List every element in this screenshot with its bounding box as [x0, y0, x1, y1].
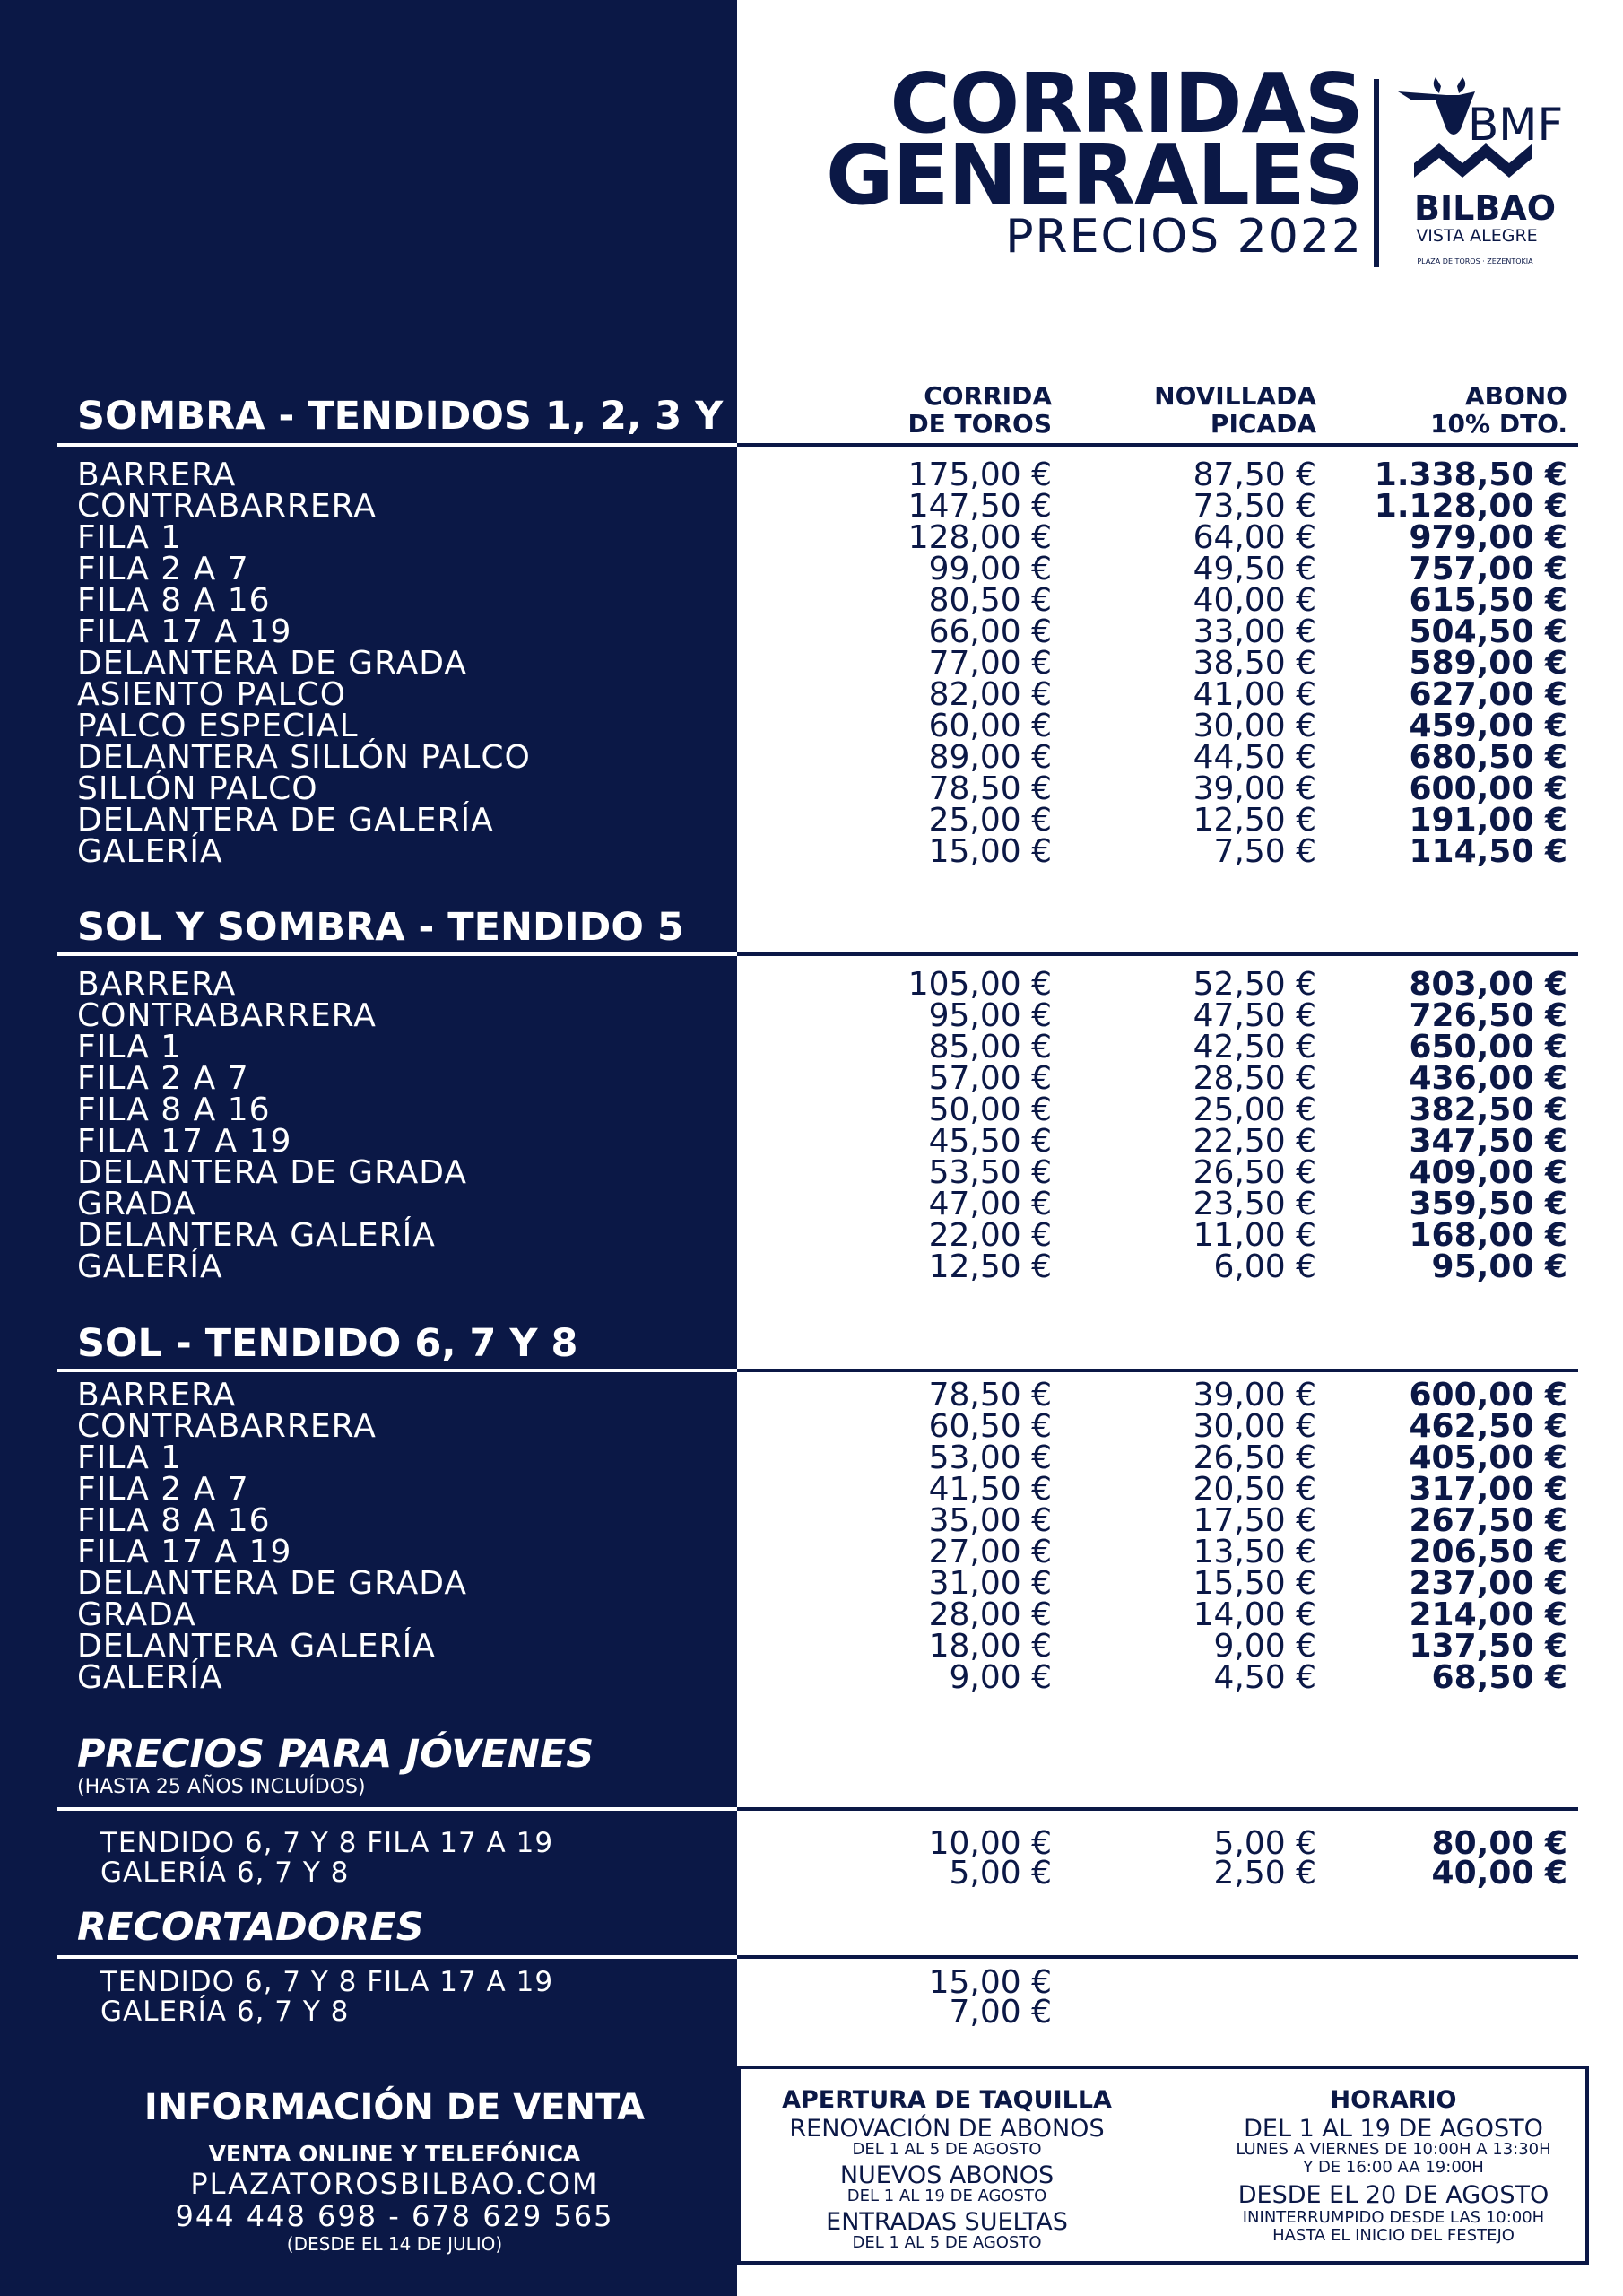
- price-row: [0, 1994, 1623, 2031]
- horario-period1-line2: Y DE 16:00 AA 19:00H: [1303, 2158, 1484, 2177]
- seat-label: GALERÍA: [77, 1248, 223, 1285]
- price-row: [0, 1471, 1623, 1508]
- price-novillada: 11,00 €: [1193, 1217, 1316, 1254]
- price-corrida: 82,00 €: [928, 676, 1052, 713]
- price-novillada: 38,50 €: [1193, 645, 1316, 682]
- seat-label: FILA 17 A 19: [77, 613, 292, 650]
- column-header-corrida-line2: DE TOROS: [907, 409, 1052, 439]
- section-title-sombra-tendidos-1-2-3-y-4: SOMBRA - TENDIDOS 1, 2, 3 Y 4: [77, 394, 764, 439]
- price-abono: 979,00 €: [1409, 519, 1567, 556]
- price-abono: 462,50 €: [1409, 1408, 1567, 1445]
- column-header-corrida-line1: CORRIDA: [924, 381, 1052, 411]
- price-corrida: 128,00 €: [907, 519, 1052, 556]
- taquilla-title: APERTURA DE TAQUILLA: [782, 2086, 1112, 2114]
- seat-label: DELANTERA DE GRADA: [77, 1154, 467, 1191]
- price-novillada: 17,50 €: [1193, 1502, 1316, 1539]
- price-abono: 114,50 €: [1409, 833, 1567, 870]
- logo-city: BILBAO: [1414, 188, 1556, 228]
- section-title-recortadores: RECORTADORES: [77, 1905, 424, 1950]
- price-novillada: 44,50 €: [1193, 739, 1316, 776]
- price-abono: 68,50 €: [1431, 1659, 1567, 1696]
- price-novillada: 40,00 €: [1193, 582, 1316, 619]
- price-abono: 347,50 €: [1409, 1123, 1567, 1160]
- seat-label: GALERÍA 6, 7 Y 8: [100, 1857, 350, 1889]
- seat-label: CONTRABARRERA: [77, 488, 377, 525]
- price-row: [0, 553, 1623, 585]
- horario-period1-line1: LUNES A VIERNES DE 10:00H A 13:30H: [1236, 2140, 1551, 2159]
- price-novillada: 6,00 €: [1213, 1248, 1316, 1285]
- seat-label: DELANTERA DE GRADA: [77, 1565, 467, 1602]
- price-abono: 206,50 €: [1409, 1534, 1567, 1570]
- price-corrida: 22,00 €: [928, 1217, 1052, 1254]
- seat-label: FILA 1: [77, 1439, 183, 1476]
- price-corrida: 47,00 €: [928, 1186, 1052, 1222]
- seat-label: FILA 8 A 16: [77, 1091, 271, 1128]
- price-corrida: 78,50 €: [928, 1377, 1052, 1413]
- seat-label: SILLÓN PALCO: [77, 770, 318, 807]
- sales-info-panel: [48, 2069, 741, 2261]
- price-corrida: 80,50 €: [928, 582, 1052, 619]
- price-novillada: 12,50 €: [1193, 802, 1316, 839]
- price-abono: 80,00 €: [1431, 1825, 1567, 1862]
- price-row: [0, 1659, 1623, 1696]
- price-row: [0, 1188, 1623, 1220]
- price-row: [0, 770, 1623, 807]
- price-abono: 382,50 €: [1409, 1091, 1567, 1128]
- price-novillada: 26,50 €: [1193, 1439, 1316, 1476]
- price-abono: 627,00 €: [1409, 676, 1567, 713]
- seat-label: FILA 2 A 7: [77, 1471, 249, 1508]
- price-abono: 680,50 €: [1409, 739, 1567, 776]
- price-row: [0, 1060, 1623, 1097]
- column-header-novillada-line1: NOVILLADA: [1154, 381, 1316, 411]
- price-corrida: 53,50 €: [928, 1154, 1052, 1191]
- seat-label: ASIENTO PALCO: [77, 676, 347, 713]
- price-row: [0, 1217, 1623, 1254]
- price-corrida: 78,50 €: [928, 770, 1052, 807]
- sales-phone-numbers[interactable]: 944 448 698 - 678 629 565: [175, 2199, 614, 2233]
- price-novillada: 49,50 €: [1193, 551, 1316, 587]
- price-abono: 214,00 €: [1409, 1596, 1567, 1633]
- seat-label: GRADA: [77, 1186, 196, 1222]
- price-row: [0, 1596, 1623, 1633]
- price-corrida: 66,00 €: [928, 613, 1052, 650]
- sales-info-title: INFORMACIÓN DE VENTA: [143, 2087, 646, 2128]
- price-row: [0, 645, 1623, 682]
- seat-label: DELANTERA SILLÓN PALCO: [77, 739, 531, 776]
- column-header-novillada-line2: PICADA: [1210, 409, 1316, 439]
- price-novillada: 64,00 €: [1193, 519, 1316, 556]
- price-novillada: 30,00 €: [1193, 1408, 1316, 1445]
- price-corrida: 35,00 €: [928, 1502, 1052, 1539]
- price-corrida: 15,00 €: [928, 833, 1052, 870]
- price-novillada: 39,00 €: [1193, 1377, 1316, 1413]
- seat-label: BARRERA: [77, 457, 237, 493]
- sales-website-link[interactable]: PLAZATOROSBILBAO.COM: [190, 2167, 599, 2201]
- price-corrida: 9,00 €: [949, 1659, 1052, 1696]
- seat-label: FILA 2 A 7: [77, 551, 249, 587]
- price-corrida: 31,00 €: [928, 1565, 1052, 1602]
- price-corrida: 5,00 €: [949, 1855, 1052, 1892]
- seat-label: FILA 17 A 19: [77, 1123, 292, 1160]
- price-abono: 600,00 €: [1409, 770, 1567, 807]
- price-abono: 504,50 €: [1409, 613, 1567, 650]
- sales-since-date: (DESDE EL 14 DE JULIO): [286, 2233, 503, 2255]
- price-novillada: 87,50 €: [1193, 457, 1316, 493]
- price-novillada: 20,50 €: [1193, 1471, 1316, 1508]
- price-row: [0, 613, 1623, 650]
- section-divider-left: [57, 952, 737, 956]
- section-note: (HASTA 25 AÑOS INCLUÍDOS): [77, 1776, 366, 1798]
- price-novillada: 2,50 €: [1213, 1855, 1316, 1892]
- column-header-novillada: [1083, 382, 1316, 438]
- taquilla-sueltas: ENTRADAS SUELTAS: [826, 2208, 1068, 2236]
- seat-label: BARRERA: [77, 1377, 237, 1413]
- price-row: [0, 1154, 1623, 1191]
- sales-info-box: [45, 2066, 1589, 2265]
- horario-period1: DEL 1 AL 19 DE AGOSTO: [1244, 2115, 1543, 2143]
- price-abono: 267,50 €: [1409, 1502, 1567, 1539]
- price-abono: 168,00 €: [1409, 1217, 1567, 1254]
- price-row: [0, 997, 1623, 1034]
- price-corrida: 7,00 €: [949, 1994, 1052, 2031]
- seat-label: GALERÍA 6, 7 Y 8: [100, 1996, 350, 2028]
- horario-period2-line1: ININTERRUMPIDO DESDE LAS 10:00H: [1242, 2208, 1545, 2227]
- seat-label: BARRERA: [77, 966, 237, 1003]
- column-header-corrida: [819, 382, 1052, 438]
- price-novillada: 14,00 €: [1193, 1596, 1316, 1633]
- price-corrida: 89,00 €: [928, 739, 1052, 776]
- price-novillada: 23,50 €: [1193, 1186, 1316, 1222]
- price-row: [0, 582, 1623, 619]
- price-corrida: 45,50 €: [928, 1123, 1052, 1160]
- price-novillada: 39,00 €: [1193, 770, 1316, 807]
- taquilla-nuevos: NUEVOS ABONOS: [839, 2161, 1055, 2189]
- price-novillada: 73,50 €: [1193, 488, 1316, 525]
- price-corrida: 12,50 €: [928, 1248, 1052, 1285]
- price-abono: 405,00 €: [1409, 1439, 1567, 1476]
- seat-label: DELANTERA GALERÍA: [77, 1217, 436, 1254]
- section-divider-left: [57, 443, 737, 447]
- seat-label: FILA 8 A 16: [77, 582, 271, 619]
- price-abono: 726,50 €: [1409, 997, 1567, 1034]
- logo-venue: VISTA ALEGRE: [1416, 226, 1538, 246]
- price-abono: 95,00 €: [1431, 1248, 1567, 1285]
- price-novillada: 4,50 €: [1213, 1659, 1316, 1696]
- price-novillada: 28,50 €: [1193, 1060, 1316, 1097]
- price-corrida: 25,00 €: [928, 802, 1052, 839]
- price-row: [0, 833, 1623, 870]
- price-row: [0, 488, 1623, 525]
- price-novillada: 13,50 €: [1193, 1534, 1316, 1570]
- price-abono: 317,00 €: [1409, 1471, 1567, 1508]
- price-abono: 459,00 €: [1409, 708, 1567, 744]
- price-abono: 1.338,50 €: [1374, 457, 1567, 493]
- price-row: [0, 1565, 1623, 1602]
- bilbao-bmf-logo: [1394, 65, 1564, 280]
- price-corrida: 53,00 €: [928, 1439, 1052, 1476]
- seat-label: TENDIDO 6, 7 Y 8 FILA 17 A 19: [100, 1827, 554, 1859]
- price-row: [0, 1964, 1623, 2001]
- price-row: [0, 966, 1623, 1003]
- price-novillada: 9,00 €: [1213, 1628, 1316, 1665]
- price-abono: 803,00 €: [1409, 966, 1567, 1003]
- price-abono: 137,50 €: [1409, 1628, 1567, 1665]
- price-corrida: 15,00 €: [928, 1964, 1052, 2001]
- logo-small-text: PLAZA DE TOROS · ZEZENTOKIA: [1417, 257, 1533, 265]
- price-abono: 757,00 €: [1409, 551, 1567, 587]
- price-row: [0, 802, 1623, 839]
- price-corrida: 95,00 €: [928, 997, 1052, 1034]
- price-abono: 1.128,00 €: [1374, 488, 1567, 525]
- page-title-line1: CORRIDAS: [890, 56, 1363, 152]
- price-row: [0, 1628, 1623, 1665]
- logo-brand: BMF: [1468, 99, 1564, 151]
- horario-period2: DESDE EL 20 DE AGOSTO: [1237, 2181, 1549, 2209]
- seat-label: DELANTERA GALERÍA: [77, 1628, 436, 1665]
- price-row: [0, 1825, 1623, 1862]
- price-corrida: 60,00 €: [928, 708, 1052, 744]
- taquilla-sueltas-dates: DEL 1 AL 5 DE AGOSTO: [852, 2233, 1042, 2252]
- price-corrida: 18,00 €: [928, 1628, 1052, 1665]
- page-title-line2: GENERALES: [826, 127, 1363, 223]
- price-corrida: 147,50 €: [907, 488, 1052, 525]
- price-corrida: 60,50 €: [928, 1408, 1052, 1445]
- section-title-precios-para-jovenes: PRECIOS PARA JÓVENES: [77, 1732, 595, 1777]
- taquilla-renovacion: RENOVACIÓN DE ABONOS: [789, 2115, 1105, 2143]
- price-corrida: 77,00 €: [928, 645, 1052, 682]
- price-novillada: 7,50 €: [1213, 833, 1316, 870]
- sales-online-label: VENTA ONLINE Y TELEFÓNICA: [208, 2141, 581, 2167]
- page-subtitle: PRECIOS 2022: [1005, 210, 1363, 264]
- price-novillada: 30,00 €: [1193, 708, 1316, 744]
- price-novillada: 47,50 €: [1193, 997, 1316, 1034]
- seat-label: GRADA: [77, 1596, 196, 1633]
- price-row: [0, 1439, 1623, 1476]
- price-novillada: 41,00 €: [1193, 676, 1316, 713]
- section-title-sol-y-sombra-tendido-5: SOL Y SOMBRA - TENDIDO 5: [77, 905, 684, 950]
- header-divider: [1374, 79, 1379, 267]
- taquilla-nuevos-dates: DEL 1 AL 19 DE AGOSTO: [846, 2187, 1047, 2205]
- price-abono: 650,00 €: [1409, 1029, 1567, 1065]
- price-row: [0, 1502, 1623, 1539]
- seat-label: FILA 8 A 16: [77, 1502, 271, 1539]
- price-row: [0, 519, 1623, 556]
- column-header-abono-line2: 10% DTO.: [1430, 409, 1567, 439]
- price-row: [0, 1408, 1623, 1445]
- price-abono: 237,00 €: [1409, 1565, 1567, 1602]
- price-novillada: 42,50 €: [1193, 1029, 1316, 1065]
- seat-label: GALERÍA: [77, 1659, 223, 1696]
- price-corrida: 99,00 €: [928, 551, 1052, 587]
- price-corrida: 28,00 €: [928, 1596, 1052, 1633]
- column-header-abono-line1: ABONO: [1464, 381, 1567, 411]
- taquilla-renovacion-dates: DEL 1 AL 5 DE AGOSTO: [852, 2140, 1042, 2159]
- price-abono: 409,00 €: [1409, 1154, 1567, 1191]
- price-corrida: 41,50 €: [928, 1471, 1052, 1508]
- price-abono: 40,00 €: [1431, 1855, 1567, 1892]
- price-novillada: 33,00 €: [1193, 613, 1316, 650]
- price-corrida: 85,00 €: [928, 1029, 1052, 1065]
- price-abono: 359,50 €: [1409, 1186, 1567, 1222]
- price-row: [0, 739, 1623, 776]
- price-corrida: 27,00 €: [928, 1534, 1052, 1570]
- price-corrida: 175,00 €: [907, 457, 1052, 493]
- price-abono: 600,00 €: [1409, 1377, 1567, 1413]
- price-row: [0, 1031, 1623, 1063]
- section-divider-left: [57, 1807, 737, 1811]
- price-novillada: 26,50 €: [1193, 1154, 1316, 1191]
- column-header-abono: [1334, 382, 1567, 438]
- price-row: [0, 459, 1623, 491]
- seat-label: FILA 1: [77, 519, 183, 556]
- price-row: [0, 1855, 1623, 1892]
- seat-label: CONTRABARRERA: [77, 1408, 377, 1445]
- price-novillada: 22,50 €: [1193, 1123, 1316, 1160]
- price-corrida: 50,00 €: [928, 1091, 1052, 1128]
- horario-title: HORARIO: [1330, 2086, 1457, 2114]
- seat-label: CONTRABARRERA: [77, 997, 377, 1034]
- price-novillada: 5,00 €: [1213, 1825, 1316, 1862]
- seat-label: DELANTERA DE GALERÍA: [77, 802, 494, 839]
- price-abono: 191,00 €: [1409, 802, 1567, 839]
- price-novillada: 15,50 €: [1193, 1565, 1316, 1602]
- seat-label: FILA 2 A 7: [77, 1060, 249, 1097]
- price-row: [0, 1123, 1623, 1160]
- price-row: [0, 676, 1623, 713]
- seat-label: FILA 1: [77, 1029, 183, 1065]
- horario-period2-line2: HASTA EL INICIO DEL FESTEJO: [1272, 2226, 1515, 2245]
- price-row: [0, 1091, 1623, 1128]
- seat-label: DELANTERA DE GRADA: [77, 645, 467, 682]
- price-row: [0, 710, 1623, 742]
- price-row: [0, 1379, 1623, 1411]
- price-corrida: 57,00 €: [928, 1060, 1052, 1097]
- price-corrida: 10,00 €: [928, 1825, 1052, 1862]
- price-row: [0, 1536, 1623, 1568]
- price-abono: 436,00 €: [1409, 1060, 1567, 1097]
- price-novillada: 25,00 €: [1193, 1091, 1316, 1128]
- seat-label: TENDIDO 6, 7 Y 8 FILA 17 A 19: [100, 1966, 554, 1998]
- seat-label: GALERÍA: [77, 833, 223, 870]
- price-row: [0, 1248, 1623, 1285]
- price-abono: 589,00 €: [1409, 645, 1567, 682]
- price-abono: 615,50 €: [1409, 582, 1567, 619]
- section-divider-left: [57, 1369, 737, 1372]
- seat-label: FILA 17 A 19: [77, 1534, 292, 1570]
- seat-label: PALCO ESPECIAL: [77, 708, 359, 744]
- section-title-sol-tendido-6-7-y-8: SOL - TENDIDO 6, 7 Y 8: [77, 1321, 578, 1366]
- price-novillada: 52,50 €: [1193, 966, 1316, 1003]
- price-corrida: 105,00 €: [907, 966, 1052, 1003]
- section-divider-left: [57, 1955, 737, 1959]
